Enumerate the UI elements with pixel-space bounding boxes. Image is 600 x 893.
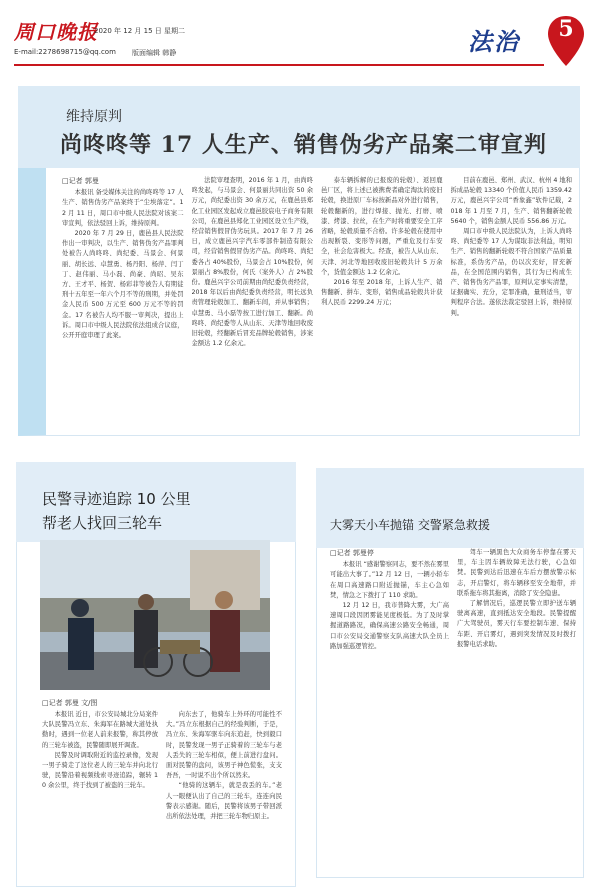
article-fog-rescue-column	[457, 548, 576, 872]
article-fog-rescue-column	[330, 548, 449, 872]
newspaper-logo: 周口晚报	[14, 20, 98, 44]
paragraph: “他骑的这辆车，就是我丢的车。”老人一眼便认出了自己的三轮车，连连向民警表示感谢。随后，民警将该男子带回派出所依法处理，并把三轮车物归原主。	[166, 782, 282, 821]
article-main-byline: □记者 郭曼	[62, 177, 99, 185]
article-tricycle-headline-line1: 民警寻迹追踪 10 公里	[42, 490, 191, 508]
issue-date: 2020 年 12 月 15 日 星期二	[94, 27, 185, 35]
page-number: 5	[558, 16, 574, 42]
paragraph: 周口市中级人民法院认为，上诉人尚咚咚、尚纪委等 17 人为谋取非法利益，明知生产、销售的翻新轮毂不符合国家产品质量标准，系伪劣产品，仍以次充好，冒充新品，在全国范围内销售，其行为已构成生产、销售伪劣产品罪，原判认定事实清楚，证据确实、充分，定罪准确，量刑适当，审判程序合法。遂依法裁定驳回上诉，维持原判。	[450, 228, 572, 317]
article-tricycle-headline-line2: 帮老人找回三轮车	[42, 514, 163, 532]
paragraph: 法院审理查明，2016 年 1 月，由尚咚咚发起，与马景会、何景丽共同出资 50 余万元，尚纪委出资 30 余万元，在鹿邑县郑化工业园区发起成立鹿邑胶宸电子商务有限公司，在鹿邑县郑化工业园区设立生产线，经营销售假冒伪劣玩具。2017 年 7 月 26 日，成立鹿邑兴宇汽车零部件制造有限公司，经营销售假冒伪劣产品。尚咚咚、尚纪委各占 40%股份，马景会占 10%股份，何景丽占 8%股份，何氏（案外人）占 2%股份。鹿邑兴宇公司前期由尚纪委负责经营，2018 年以后由尚纪委负责经营，明长远负责管理轮毂加工、翻新车间，并从事销售；卓慧勇、马小磊等按工进行加工、翻新。尚咚咚、尚纪委等人从山东、天津等地回收废旧轮毂，经翻新后冒充品牌轮毂销售，涉案金额达 1.2 亿余元。	[191, 177, 313, 348]
paragraph: 目前在鹿邑、郑州、武汉、杭州 4 地和拆成品轮毂 13340 个价值人民币 1359.42 万元，鹿邑兴宇公司“香象鑫”软件记载，2018 年 1 月至 7 月，生产、销售翻新轮毂 5640 个，销售金额人民币 556.86 万元。	[450, 177, 572, 225]
article-fog-rescue-body	[330, 548, 576, 872]
section-title: 法治	[468, 27, 520, 56]
paragraph: 本报讯 备受媒体关注的尚咚咚等 17 人生产、销售伪劣产品案终于“尘埃落定”。12 月 11 日，周口市中级人民法院对该案二审宣判，依法驳回上诉，维持原判。	[62, 189, 184, 227]
article-fog-rescue-headline: 大雾天小车抛锚 交警紧急救援	[330, 518, 490, 532]
paragraph: 12 月 12 日，我市普降大雾，大广高速周口段因团雾能见度极低。为了及时掌握道路路况，确保高速公路安全畅通，周口市公安局交通警察支队高速大队全员上路加强巡逻管控。	[330, 602, 449, 650]
paragraph: 2020 年 7 月 29 日，鹿邑县人民法院作出一审判决，以生产、销售伪劣产品罪判处被告人尚咚咚、尚纪委、马景会、何景丽、胡长远、卓慧勇、杨丹阳、杨萍、闫丁丁、赵伟丽、马小磊、尚豪、尚昭、吴东方、王才平、杨贺、杨彩菲等被告人有期徒刑十五年至一年六个月不等的刑期，并处罚金人民币 500 万元至 600 万元不等的罚金。17 名被告人均不服一审判决，提出上诉。周口市中级人民法院依法组成合议庭，公开开庭审理了此案。	[62, 230, 184, 340]
page-editors: 版面编辑 韩静	[132, 49, 177, 57]
article-fog-rescue-byline: □记者 郭曼停	[330, 549, 374, 557]
header-divider	[14, 64, 544, 66]
article-main-column	[62, 176, 184, 430]
paragraph: 2016 年至 2018 年，上诉人生产、销售翻新、拼车、变形，销售成品轮毂共计获利人民币 2299.24 万元；	[321, 279, 443, 307]
photo-credit: □记者 郭曼 文/图	[42, 699, 98, 707]
article-main-column	[192, 176, 314, 430]
article-main-headline: 尚咚咚等 17 人生产、销售伪劣产品案二审宣判	[60, 132, 547, 158]
article-main-column	[321, 176, 443, 430]
paragraph: 驾车一辆黑色大众商务车停靠在雾天里，车主因车辆故障无法行驶，心急如焚。民警到达后迅速在车后方摆放警示标志，开启警灯，将车辆移至安全地带，并联系拖车将其拖离，消除了安全隐患。	[457, 549, 576, 597]
article-main-body	[62, 176, 572, 430]
paragraph: 本报讯 近日，市公安局城北分局案件大队民警冯立东、朱海军在路城大道处执勤时，遇到一位老人前来报警，称其停放的三轮车被盗，民警随即展开调查。	[42, 711, 158, 749]
paragraph: 本报讯 “感谢警察同志，要不然在雾里可能出大事了。”12 月 12 日，一辆小轿车在周口高速路口附近抛锚，车主心急如焚，情急之下拨打了 110 求助。	[330, 561, 449, 599]
article-tricycle-column	[42, 710, 158, 880]
contact-email: E-mail:2278698715@qq.com	[14, 48, 116, 56]
article-tricycle-body	[42, 710, 282, 880]
article-main-column	[451, 176, 573, 430]
news-photo	[40, 540, 270, 690]
paragraph: 民警及时调取附近的监控录像，发现一男子骑走了这位老人的三轮车并向北行驶，民警沿着视频线索寻迹追踪，辗转 10 余公里，终于找到了被盗的三轮车。	[42, 751, 158, 790]
paragraph: 了解情况后，巡逻民警立即护送车辆驶离高速，直到抵达安全地段。民警提醒广大驾驶员，雾天行车要控制车速、保持车距、开启雾灯，遇到突发情况及时拨打报警电话求助。	[457, 600, 576, 648]
article-tricycle-column	[166, 710, 282, 880]
article-main-kicker: 维持原判	[66, 109, 122, 125]
paragraph: 向东去了，他骑车上外环的可能性不大。”冯立东根据自己的经验判断，于是，冯立东、朱海军驱车向东追赶，快到毅口时，民警发现一男子正骑着的三轮车与老人丢失的三轮车相似，便上前进行盘问。面对民警的盘问，该男子神色慌张，支支吾吾，一时说不出个所以然来。	[166, 711, 282, 780]
article-fog-rescue-header-band	[316, 468, 584, 548]
paragraph: 泰车辆拆解的已报废的轮毂）、返回鹿邑厂区，将上述已被携费者确定淘汰的废旧轮毂，换进原厂车标按新品对外进行销售，轮毂翻新的，进行焊接、抛光、打磨、喷漆、烤漆、拉丝，在生产时将重要安全工序省略，轮毂质量不合格。许多轮毂在使用中出现断裂、变形等问题，严重危及行车安全，社会危害极大。经查，被告人从山东、天津、河北等地回收废旧轮毂共计 5 万余个，货值金额达 1.2 亿余元。	[321, 177, 443, 276]
